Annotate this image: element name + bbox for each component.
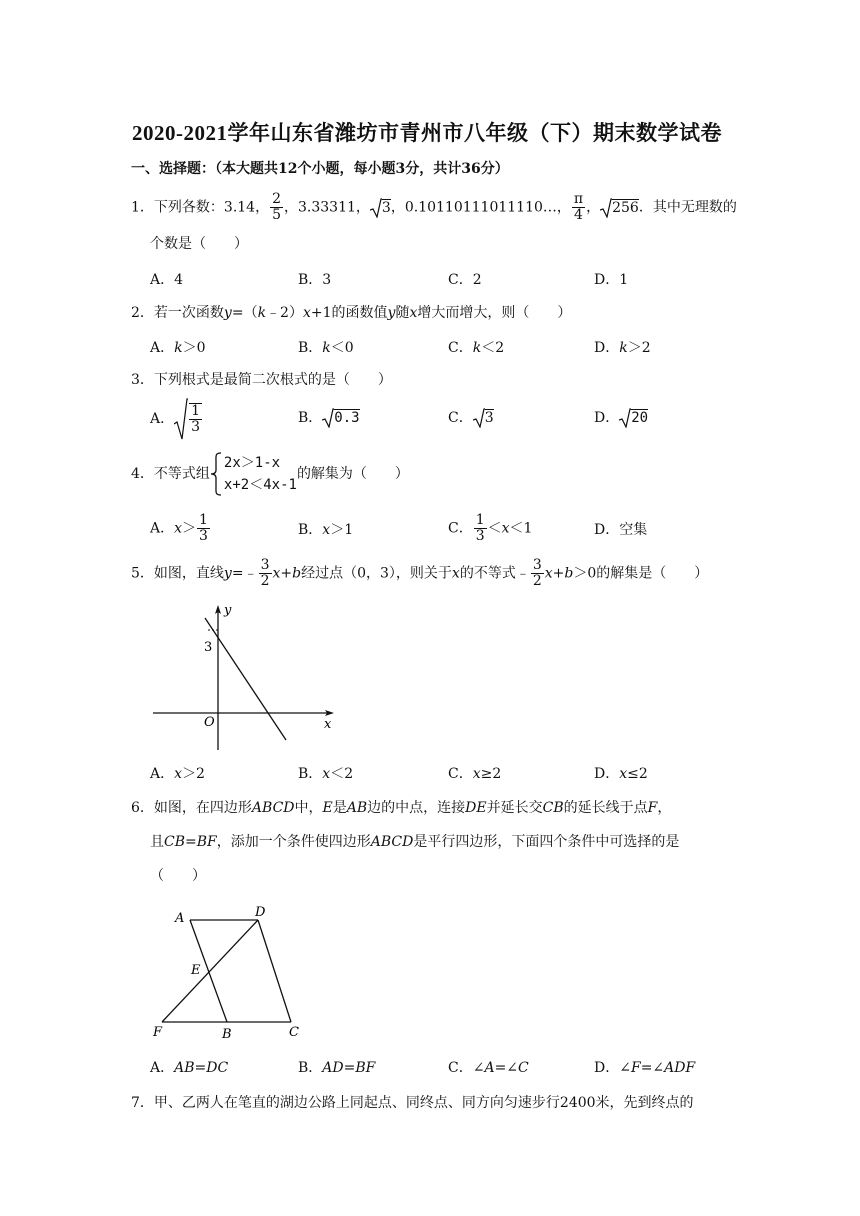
question-3: 3．下列根式是最简二次根式的是（ ） <box>131 372 392 388</box>
option-a: A．x＞2 <box>150 766 205 782</box>
question-1: 1．下列各数：3.14， $\frac{2}{5}$ ，3.33311， 3，0.10110111011110…， $\frac{\pi}{4}$ ， 256．其中无理数的 <box>131 191 737 223</box>
option-c: C．2 <box>448 272 482 288</box>
point-a-label: A <box>175 911 185 926</box>
question-6: 6．如图，在四边形ABCD中，E是AB边的中点，连接DE并延长交CB的延长线于点F， <box>131 800 672 816</box>
point-b-label: B <box>222 1027 232 1040</box>
segment-fd <box>162 920 258 1022</box>
x-axis-label: x <box>324 717 332 732</box>
question-5: 5．如图，直线y=﹣ $\frac{3}{2}$ x+b经过点（0，3），则关于x的不等式﹣ $\frac{3}{2}$ x+b＞0的解集是（ ） <box>131 557 709 589</box>
fraction: $\frac{\pi}{4}$ <box>573 191 584 223</box>
option-b: B．AD=BF <box>298 1060 376 1076</box>
sqrt-icon <box>174 398 188 440</box>
question-number: 1． <box>131 199 154 216</box>
fraction: $\frac{2}{5}$ <box>272 191 282 223</box>
point-d-label: D <box>255 905 266 920</box>
point-f-label: F <box>153 1025 163 1040</box>
sqrt-icon <box>473 408 485 428</box>
option-a: A．AB=DC <box>150 1060 229 1076</box>
fraction: $\frac{3}{2}$ <box>532 557 542 589</box>
tick-label: 3 <box>204 640 213 655</box>
option-b: B．x＜2 <box>298 766 354 782</box>
question-4: 4．不等式组 2x＞1-x x+2＜4x-1 的解集为（ ） <box>131 452 409 496</box>
option-c: C．k＜2 <box>448 340 505 356</box>
option-b: B．x＞1 <box>298 522 354 538</box>
question-6-line2: 且CB=BF，添加一个条件使四边形ABCD是平行四边形，下面四个条件中可选择的是 <box>150 834 680 850</box>
inequality-system: 2x＞1-x x+2＜4x-1 <box>210 452 297 496</box>
sqrt-icon <box>322 408 334 428</box>
option-d: D．k＞2 <box>594 340 651 356</box>
section-heading: 一、选择题：（本大题共12个小题，每小题3分，共计36分） <box>131 161 509 177</box>
option-d: D．1 <box>594 272 629 288</box>
point-c-label: C <box>289 1025 299 1040</box>
line-graph-figure <box>148 600 343 760</box>
page-title: 2020-2021学年山东省潍坊市青州市八年级（下）期末数学试卷 <box>132 121 722 145</box>
option-d: D．x≤2 <box>594 766 648 782</box>
origin-label: O <box>204 715 215 730</box>
option-d: D．空集 <box>594 522 648 538</box>
option-b: B．k＜0 <box>298 340 354 356</box>
option-c: C．∠A=∠C <box>448 1060 529 1076</box>
segment-dc <box>258 920 291 1022</box>
option-a: A．4 <box>150 272 184 288</box>
fraction: $\frac{3}{2}$ <box>260 557 270 589</box>
option-d: D． 20 <box>594 410 649 426</box>
option-c: C．x≥2 <box>448 766 502 782</box>
option-a: A．k＞0 <box>150 340 206 356</box>
question-7: 7．甲、乙两人在笔直的湖边公路上同起点、同终点、同方向匀速步行2400米，先到终点的 <box>131 1095 694 1111</box>
point-e-label: E <box>191 963 201 978</box>
sqrt-icon <box>600 198 612 218</box>
option-a: A．x＞ $\frac{1}{3}$ <box>150 512 208 544</box>
option-b: B．3 <box>298 272 332 288</box>
brace-icon <box>210 452 222 496</box>
option-a: A． $\frac{1}{3}$ <box>150 398 203 440</box>
fraction: $\frac{1}{3}$ <box>475 512 485 544</box>
option-c: C． $\frac{1}{3}$ ＜x＜1 <box>448 512 533 544</box>
y-axis-label: y <box>224 603 232 618</box>
fraction: $\frac{1}{3}$ <box>199 512 208 544</box>
question-1-line2: 个数是（ ） <box>150 236 248 252</box>
option-c: C． 3 <box>448 410 494 426</box>
option-d: D．∠F=∠ADF <box>594 1060 696 1076</box>
question-2: 2．若一次函数y=（k﹣2）x+1的函数值y随x增大而增大，则（ ） <box>131 305 572 321</box>
sqrt-icon <box>619 408 631 428</box>
fraction: $\frac{1}{3}$ <box>191 403 201 435</box>
option-b: B． 0.3 <box>298 410 360 426</box>
question-6-line3: （ ） <box>150 868 206 884</box>
graph-line <box>205 618 286 740</box>
sqrt-icon <box>370 198 382 218</box>
quadrilateral-figure <box>145 900 315 1040</box>
